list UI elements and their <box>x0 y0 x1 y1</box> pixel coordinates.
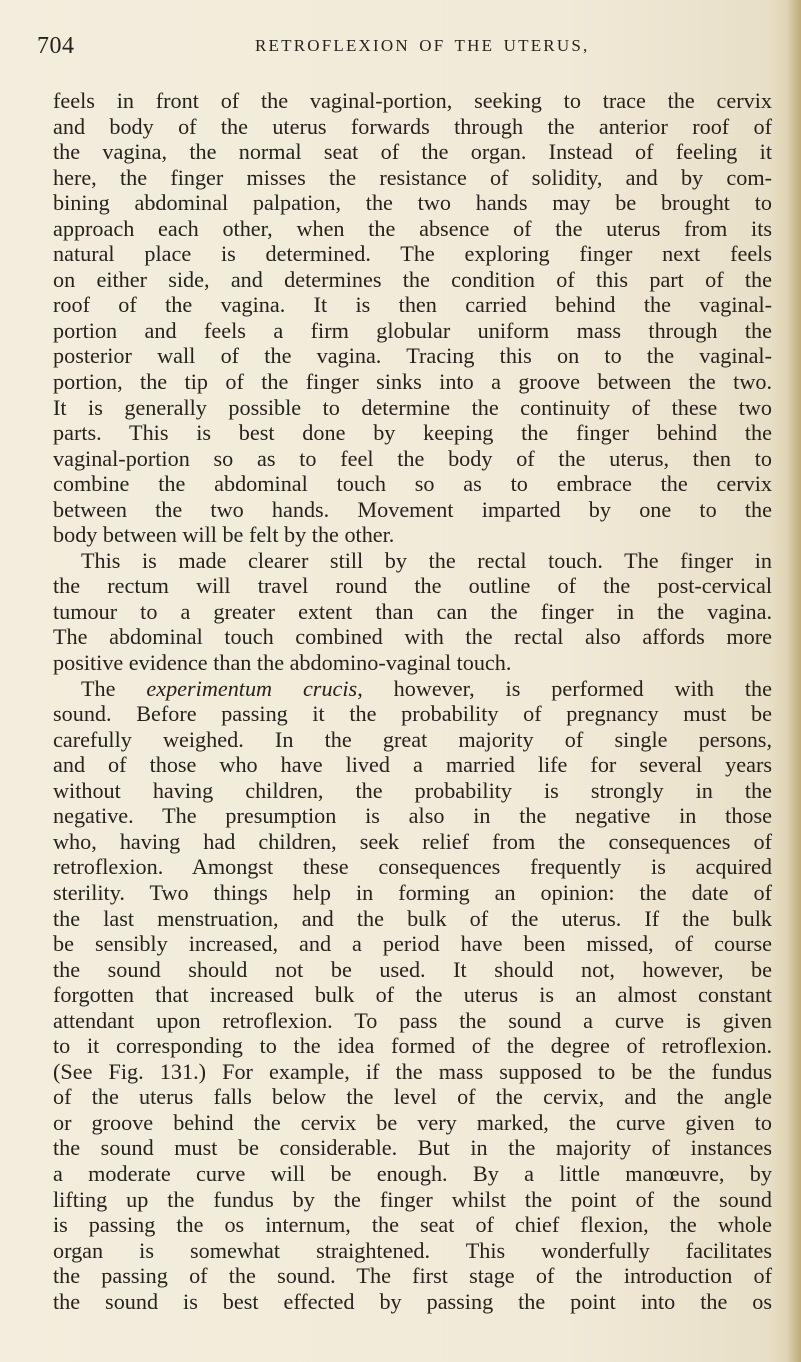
page-number: 704 <box>37 33 75 59</box>
text-line-italic <box>53 676 772 702</box>
text-line: portion and feels a firm globular uniform mass through the <box>53 317 772 343</box>
text-line: a moderate curve will be enough. By a little manœuvre, by <box>53 1160 772 1186</box>
text-fragment: The <box>81 675 147 701</box>
body-text <box>53 88 772 1314</box>
running-head: RETROFLEXION OF THE UTERUS, <box>255 36 590 55</box>
text-line: It is generally possible to determine the continuity of these two <box>53 394 772 420</box>
text-line: feels in front of the vaginal-portion, seeking to trace the cervix <box>53 88 772 113</box>
text-line: the last menstruation, and the bulk of the uterus. If the bulk <box>53 905 772 931</box>
text-line: sterility. Two things help in forming an opinion: the date of <box>53 879 772 905</box>
text-line: parts. This is best done by keeping the finger behind the <box>53 420 772 446</box>
text-line: the vagina, the normal seat of the organ. Instead of feeling it <box>53 139 772 165</box>
text-line: forgotten that increased bulk of the uterus is an almost constant <box>53 982 772 1008</box>
text-line: or groove behind the cervix be very marked, the curve given to <box>53 1109 772 1135</box>
text-line: portion, the tip of the finger sinks into a groove between the two. <box>53 369 772 395</box>
text-line: bining abdominal palpation, the two hands may be brought to <box>53 190 772 216</box>
text-line: natural place is determined. The exploring finger next feels <box>53 241 772 267</box>
text-line: between the two hands. Movement imparted by one to the <box>53 496 772 522</box>
text-line: and body of the uterus forwards through the anterior roof of <box>53 113 772 139</box>
text-line: to it corresponding to the idea formed of the degree of retroflexion. <box>53 1033 772 1059</box>
text-line: sound. Before passing it the probability of pregnancy must be <box>53 701 772 727</box>
text-line: here, the finger misses the resistance of solidity, and by com- <box>53 164 772 190</box>
text-line: the rectum will travel round the outline of the post-cervical <box>53 573 772 599</box>
text-line: the sound should not be used. It should not, however, be <box>53 956 772 982</box>
text-line: the sound is best effected by passing the point into the os <box>53 1288 772 1314</box>
text-line: carefully weighed. In the great majority of single persons, <box>53 726 772 752</box>
text-line: without having children, the probability is strongly in the <box>53 777 772 803</box>
text-line: approach each other, when the absence of the uterus from its <box>53 215 772 241</box>
text-line: (See Fig. 131.) For example, if the mass supposed to be the fundus <box>53 1058 772 1084</box>
text-line: retroflexion. Amongst these consequences frequently is acquired <box>53 854 772 880</box>
text-line: This is made clearer still by the rectal touch. The finger in <box>81 547 772 573</box>
text-line: the sound must be considerable. But in the majority of instances <box>53 1135 772 1161</box>
text-line: positive evidence than the abdomino-vaginal touch. <box>53 650 512 676</box>
text-line: and of those who have lived a married life for several years <box>53 752 772 778</box>
text-line: of the uterus falls below the level of the cervix, and the angle <box>53 1084 772 1110</box>
text-fragment: , however, is performed with the <box>357 675 772 701</box>
text-line: The abdominal touch combined with the rectal also affords more <box>53 624 772 650</box>
page-edge-shadow <box>787 0 801 1362</box>
text-line: be sensibly increased, and a period have been missed, of course <box>53 931 772 957</box>
text-line: organ is somewhat straightened. This wonderfully facilitates <box>53 1237 772 1263</box>
text-line: is passing the os internum, the seat of chief flexion, the whole <box>53 1212 772 1238</box>
page-header <box>37 33 757 63</box>
text-line: the passing of the sound. The first stage of the introduction of <box>53 1263 772 1289</box>
text-line: body between will be felt by the other. <box>53 522 395 548</box>
text-line: tumour to a greater extent than can the finger in the vagina. <box>53 598 772 624</box>
text-line: negative. The presumption is also in the negative in those <box>53 803 772 829</box>
text-line: lifting up the fundus by the finger whilst the point of the sound <box>53 1186 772 1212</box>
text-line: on either side, and determines the condition of this part of the <box>53 266 772 292</box>
text-line: roof of the vagina. It is then carried behind the vaginal- <box>53 292 772 318</box>
italic-phrase: experimentum crucis <box>146 675 358 701</box>
text-line: vaginal-portion so as to feel the body of the uterus, then to <box>53 445 772 471</box>
text-line: combine the abdominal touch so as to embrace the cervix <box>53 471 772 497</box>
text-line: attendant upon retroflexion. To pass the sound a curve is given <box>53 1007 772 1033</box>
text-line: posterior wall of the vagina. Tracing this on to the vaginal- <box>53 343 772 369</box>
text-line: who, having had children, seek relief from the consequences of <box>53 828 772 854</box>
